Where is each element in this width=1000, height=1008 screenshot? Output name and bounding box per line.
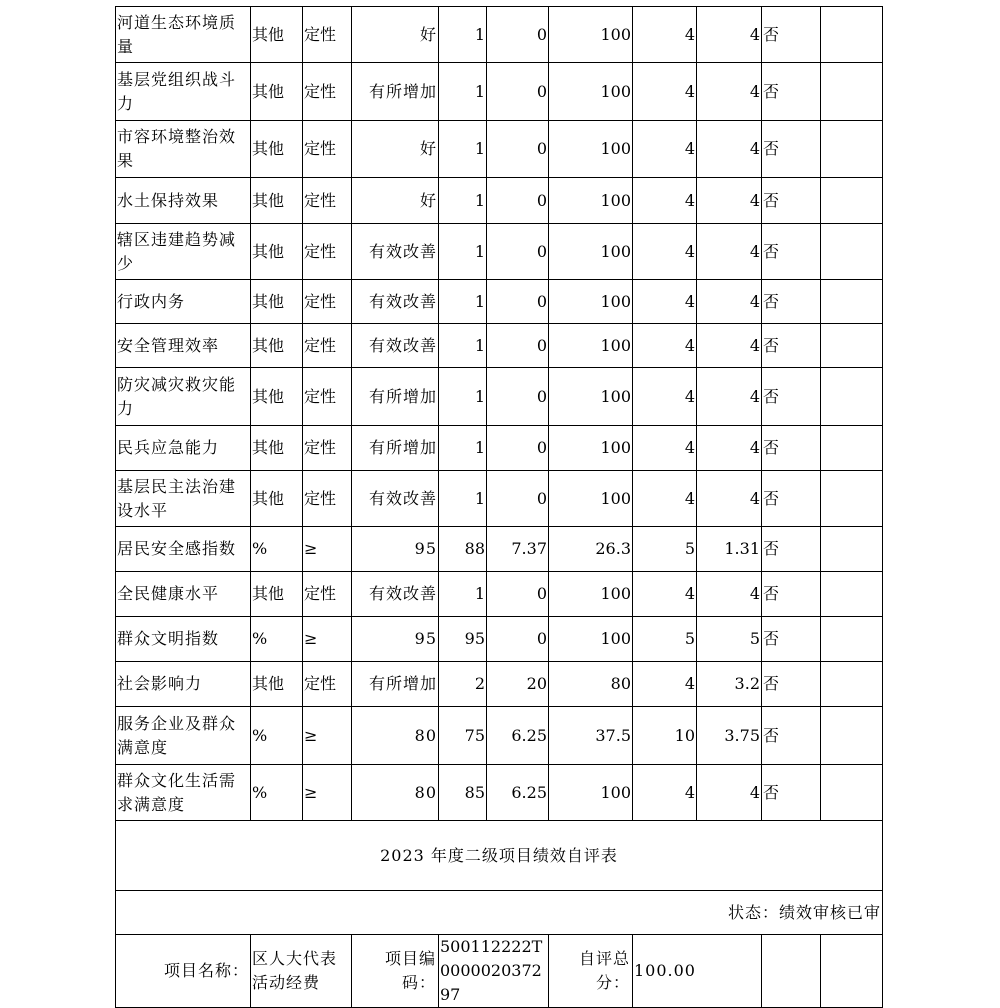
indicator-operator: 定性: [303, 121, 352, 178]
deviation-value: 0: [487, 121, 549, 178]
score-value: 4: [697, 324, 762, 368]
remark-cell: [821, 527, 883, 572]
target-value: 有所增加: [352, 63, 439, 121]
core-flag: 否: [762, 617, 821, 662]
weight-value: 4: [633, 280, 697, 324]
indicator-name: 群众文化生活需求满意度: [116, 765, 251, 821]
indicator-operator: 定性: [303, 63, 352, 121]
weight-value: 4: [633, 63, 697, 121]
score-value: 1.31: [697, 527, 762, 572]
score-value: 4: [697, 765, 762, 821]
indicator-type: %: [251, 617, 303, 662]
score-value: 4: [697, 280, 762, 324]
indicator-type: %: [251, 765, 303, 821]
remark-cell: [821, 7, 883, 63]
remark-cell: [821, 121, 883, 178]
deviation-value: 0: [487, 368, 549, 426]
remark-cell: [821, 63, 883, 121]
target-value: 80: [352, 707, 439, 765]
target-value: 有效改善: [352, 324, 439, 368]
project-name-label: 项目名称：: [116, 935, 251, 1008]
table-row: [116, 765, 883, 821]
deviation-value: 0: [487, 471, 549, 527]
indicator-type: %: [251, 707, 303, 765]
indicator-name: 基层党组织战斗力: [116, 63, 251, 121]
actual-value: 1: [439, 63, 487, 121]
core-flag: 否: [762, 178, 821, 224]
actual-value: 95: [439, 617, 487, 662]
indicator-type: 其他: [251, 662, 303, 707]
completion-rate: 100: [549, 63, 633, 121]
target-value: 好: [352, 121, 439, 178]
remark-cell: [821, 324, 883, 368]
indicator-operator: 定性: [303, 224, 352, 280]
target-value: 有所增加: [352, 662, 439, 707]
indicator-operator: ≥: [303, 707, 352, 765]
core-flag: 否: [762, 426, 821, 471]
indicator-name: 民兵应急能力: [116, 426, 251, 471]
completion-rate: 100: [549, 178, 633, 224]
core-flag: 否: [762, 280, 821, 324]
score-value: 4: [697, 178, 762, 224]
deviation-value: 0: [487, 224, 549, 280]
deviation-value: 0: [487, 63, 549, 121]
score-value: 3.2: [697, 662, 762, 707]
indicator-name: 服务企业及群众满意度: [116, 707, 251, 765]
completion-rate: 100: [549, 617, 633, 662]
project-code-value: 500112222T000002037297: [439, 935, 549, 1008]
weight-value: 4: [633, 572, 697, 617]
target-value: 95: [352, 527, 439, 572]
indicator-type: 其他: [251, 471, 303, 527]
completion-rate: 80: [549, 662, 633, 707]
score-value: 4: [697, 224, 762, 280]
core-flag: 否: [762, 572, 821, 617]
indicator-name: 社会影响力: [116, 662, 251, 707]
actual-value: 1: [439, 368, 487, 426]
score-value: 4: [697, 471, 762, 527]
table-row: [116, 572, 883, 617]
table-row: [116, 178, 883, 224]
actual-value: 1: [439, 572, 487, 617]
indicator-name: 全民健康水平: [116, 572, 251, 617]
indicator-name: 水土保持效果: [116, 178, 251, 224]
performance-table: [115, 6, 883, 1008]
target-value: 好: [352, 7, 439, 63]
score-value: 3.75: [697, 707, 762, 765]
deviation-value: 20: [487, 662, 549, 707]
remark-cell: [821, 224, 883, 280]
target-value: 有所增加: [352, 368, 439, 426]
score-value: 5: [697, 617, 762, 662]
indicator-name: 辖区违建趋势减少: [116, 224, 251, 280]
weight-value: 4: [633, 7, 697, 63]
deviation-value: 0: [487, 280, 549, 324]
indicator-name: 居民安全感指数: [116, 527, 251, 572]
completion-rate: 100: [549, 324, 633, 368]
empty-cell: [762, 935, 821, 1008]
indicator-operator: 定性: [303, 662, 352, 707]
indicator-operator: 定性: [303, 426, 352, 471]
core-flag: 否: [762, 765, 821, 821]
completion-rate: 100: [549, 7, 633, 63]
table-row: [116, 368, 883, 426]
core-flag: 否: [762, 662, 821, 707]
table-row: [116, 471, 883, 527]
weight-value: 4: [633, 471, 697, 527]
table-row: [116, 707, 883, 765]
indicator-operator: 定性: [303, 368, 352, 426]
completion-rate: 100: [549, 426, 633, 471]
remark-cell: [821, 280, 883, 324]
indicator-type: 其他: [251, 224, 303, 280]
deviation-value: 0: [487, 7, 549, 63]
indicator-operator: 定性: [303, 324, 352, 368]
table-row: [116, 324, 883, 368]
core-flag: 否: [762, 471, 821, 527]
form-title: 2023 年度二级项目绩效自评表: [116, 821, 883, 891]
actual-value: 1: [439, 324, 487, 368]
indicator-operator: 定性: [303, 7, 352, 63]
empty-cell: [821, 935, 883, 1008]
deviation-value: 0: [487, 178, 549, 224]
indicator-type: 其他: [251, 178, 303, 224]
weight-value: 4: [633, 662, 697, 707]
completion-rate: 100: [549, 224, 633, 280]
target-value: 有效改善: [352, 572, 439, 617]
indicator-operator: ≥: [303, 617, 352, 662]
core-flag: 否: [762, 324, 821, 368]
target-value: 有效改善: [352, 224, 439, 280]
score-value: 4: [697, 572, 762, 617]
actual-value: 1: [439, 178, 487, 224]
indicator-type: 其他: [251, 324, 303, 368]
indicator-type: %: [251, 527, 303, 572]
table-row: [116, 280, 883, 324]
core-flag: 否: [762, 224, 821, 280]
indicator-name: 基层民主法治建设水平: [116, 471, 251, 527]
deviation-value: 0: [487, 572, 549, 617]
score-value: 4: [697, 426, 762, 471]
target-value: 95: [352, 617, 439, 662]
completion-rate: 100: [549, 572, 633, 617]
indicator-operator: 定性: [303, 471, 352, 527]
deviation-value: 0: [487, 324, 549, 368]
core-flag: 否: [762, 63, 821, 121]
completion-rate: 100: [549, 280, 633, 324]
indicator-type: 其他: [251, 121, 303, 178]
table-row: [116, 224, 883, 280]
weight-value: 4: [633, 121, 697, 178]
deviation-value: 6.25: [487, 765, 549, 821]
score-value: 4: [697, 63, 762, 121]
actual-value: 1: [439, 426, 487, 471]
actual-value: 85: [439, 765, 487, 821]
indicator-type: 其他: [251, 280, 303, 324]
score-value: 4: [697, 121, 762, 178]
remark-cell: [821, 617, 883, 662]
target-value: 有所增加: [352, 426, 439, 471]
indicator-operator: 定性: [303, 178, 352, 224]
actual-value: 75: [439, 707, 487, 765]
core-flag: 否: [762, 7, 821, 63]
indicator-name: 安全管理效率: [116, 324, 251, 368]
actual-value: 1: [439, 280, 487, 324]
completion-rate: 37.5: [549, 707, 633, 765]
indicator-operator: ≥: [303, 765, 352, 821]
weight-value: 5: [633, 617, 697, 662]
deviation-value: 0: [487, 426, 549, 471]
actual-value: 1: [439, 224, 487, 280]
indicator-name: 行政内务: [116, 280, 251, 324]
weight-value: 4: [633, 224, 697, 280]
remark-cell: [821, 765, 883, 821]
completion-rate: 26.3: [549, 527, 633, 572]
target-value: 好: [352, 178, 439, 224]
self-score-label: 自评总分：: [549, 935, 633, 1008]
core-flag: 否: [762, 527, 821, 572]
core-flag: 否: [762, 121, 821, 178]
actual-value: 88: [439, 527, 487, 572]
weight-value: 4: [633, 178, 697, 224]
project-name-value: 区人大代表活动经费: [251, 935, 352, 1008]
self-score-value: 100.00: [633, 935, 762, 1008]
indicator-operator: 定性: [303, 572, 352, 617]
indicator-name: 防灾减灾救灾能力: [116, 368, 251, 426]
remark-cell: [821, 471, 883, 527]
indicator-operator: ≥: [303, 527, 352, 572]
weight-value: 4: [633, 765, 697, 821]
weight-value: 4: [633, 324, 697, 368]
table-row: [116, 63, 883, 121]
actual-value: 2: [439, 662, 487, 707]
indicator-name: 河道生态环境质量: [116, 7, 251, 63]
indicator-type: 其他: [251, 7, 303, 63]
project-code-label: 项目编码：: [352, 935, 439, 1008]
core-flag: 否: [762, 707, 821, 765]
actual-value: 1: [439, 471, 487, 527]
completion-rate: 100: [549, 368, 633, 426]
target-value: 有效改善: [352, 471, 439, 527]
indicator-type: 其他: [251, 368, 303, 426]
table-row: [116, 617, 883, 662]
table-row: [116, 426, 883, 471]
deviation-value: 0: [487, 617, 549, 662]
weight-value: 5: [633, 527, 697, 572]
table-row: [116, 527, 883, 572]
indicator-type: 其他: [251, 426, 303, 471]
score-value: 4: [697, 7, 762, 63]
actual-value: 1: [439, 121, 487, 178]
target-value: 有效改善: [352, 280, 439, 324]
deviation-value: 7.37: [487, 527, 549, 572]
actual-value: 1: [439, 7, 487, 63]
remark-cell: [821, 368, 883, 426]
score-value: 4: [697, 368, 762, 426]
completion-rate: 100: [549, 121, 633, 178]
weight-value: 4: [633, 426, 697, 471]
remark-cell: [821, 707, 883, 765]
indicator-operator: 定性: [303, 280, 352, 324]
remark-cell: [821, 426, 883, 471]
indicator-type: 其他: [251, 572, 303, 617]
remark-cell: [821, 662, 883, 707]
remark-cell: [821, 572, 883, 617]
target-value: 80: [352, 765, 439, 821]
deviation-value: 6.25: [487, 707, 549, 765]
indicator-type: 其他: [251, 63, 303, 121]
remark-cell: [821, 178, 883, 224]
indicator-name: 群众文明指数: [116, 617, 251, 662]
weight-value: 4: [633, 368, 697, 426]
completion-rate: 100: [549, 471, 633, 527]
weight-value: 10: [633, 707, 697, 765]
table-row: [116, 121, 883, 178]
indicator-name: 市容环境整治效果: [116, 121, 251, 178]
completion-rate: 100: [549, 765, 633, 821]
table-row: [116, 7, 883, 63]
core-flag: 否: [762, 368, 821, 426]
table-row: [116, 662, 883, 707]
audit-status: 状态：绩效审核已审: [116, 891, 883, 935]
